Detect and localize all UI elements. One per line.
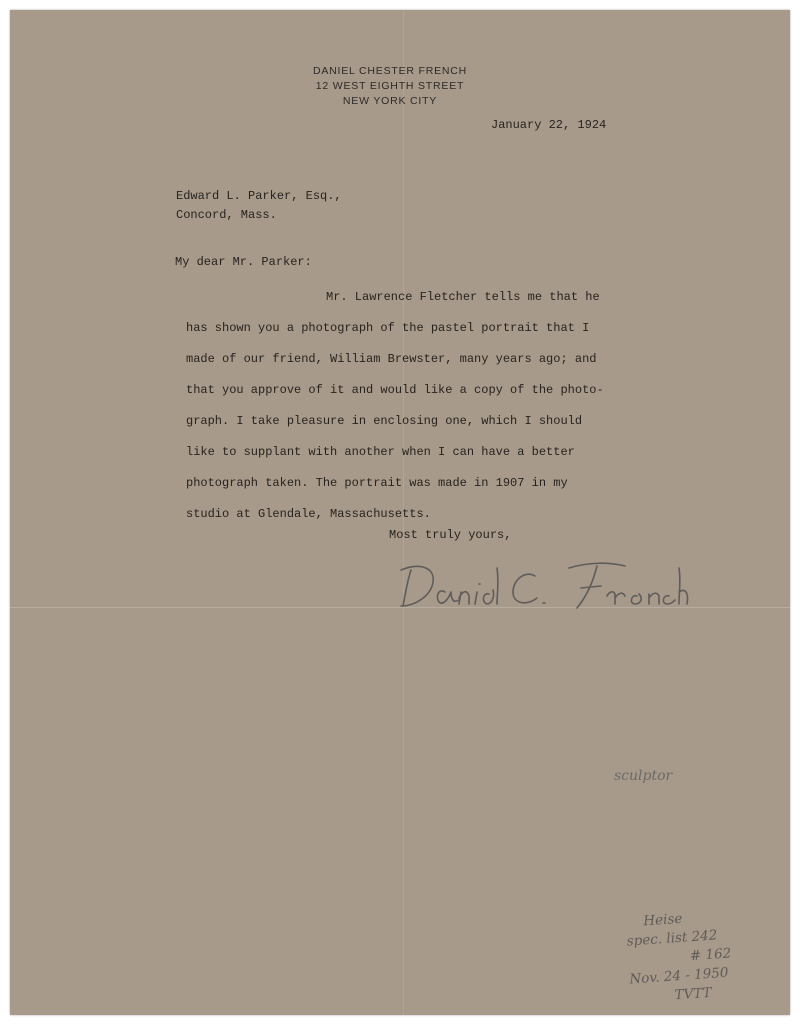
body-line: like to supplant with another when I can have a better bbox=[186, 445, 575, 459]
recipient-location: Concord, Mass. bbox=[176, 208, 277, 222]
note-line: TVTT bbox=[674, 984, 713, 1004]
recipient-address bbox=[176, 187, 342, 225]
letterhead-street: 12 WEST EIGHTH STREET bbox=[315, 80, 465, 92]
closing: Most truly yours, bbox=[389, 528, 512, 542]
salutation: My dear Mr. Parker: bbox=[175, 255, 312, 269]
sculptor-annotation: sculptor bbox=[614, 768, 673, 784]
letter-date: January 22, 1924 bbox=[491, 118, 607, 132]
note-line: Heise bbox=[642, 910, 683, 930]
body-line: graph. I take pleasure in enclosing one, which I should bbox=[186, 414, 583, 428]
signature bbox=[393, 548, 693, 618]
body-line: Mr. Lawrence Fletcher tells me that he bbox=[326, 290, 600, 304]
signature-text: Daniel C. French bbox=[393, 617, 400, 618]
recipient-name: Edward L. Parker, Esq., bbox=[176, 189, 342, 203]
note-line: # 162 bbox=[689, 945, 732, 965]
body-line: has shown you a photograph of the pastel portrait that I bbox=[186, 321, 590, 335]
letterhead bbox=[240, 64, 540, 109]
body-line: that you approve of it and would like a copy of the photo- bbox=[186, 383, 604, 397]
body-line: made of our friend, William Brewster, many years ago; and bbox=[186, 352, 597, 366]
body-line: photograph taken. The portrait was made in 1907 in my bbox=[186, 476, 568, 490]
letterhead-city: NEW YORK CITY bbox=[342, 95, 438, 107]
note-line: spec. list 242 bbox=[626, 927, 718, 950]
handwritten-notes bbox=[625, 907, 735, 1009]
body-line: studio at Glendale, Massachusetts. bbox=[186, 507, 431, 521]
letterhead-name: DANIEL CHESTER FRENCH bbox=[312, 65, 468, 77]
note-line: Nov. 24 - 1950 bbox=[628, 964, 729, 988]
